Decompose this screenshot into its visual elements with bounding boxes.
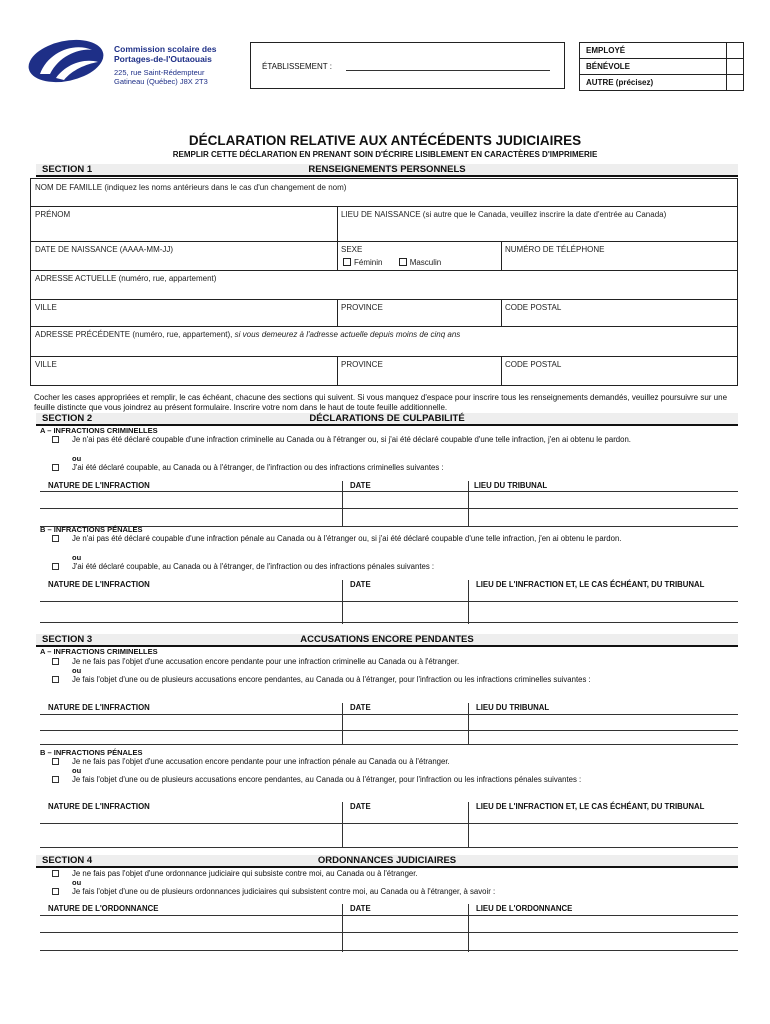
- status-options: [579, 42, 744, 91]
- s4-col-place: LIEU DE L'ORDONNANCE: [476, 904, 573, 913]
- s3-penal-or: ou: [72, 766, 82, 775]
- previous-province-field[interactable]: [337, 356, 501, 374]
- s2-criminal-option1-checkbox[interactable]: [52, 436, 59, 443]
- document-subtitle: REMPLIR CETTE DÉCLARATION EN PRENANT SOIN D'ÉCRIRE LISIBLEMENT EN CARACTÈRES D'IMPRIMERIE: [172, 150, 598, 159]
- previous-address-note: si vous demeurez à l'adresse actuelle depuis moins de cinq ans: [234, 330, 461, 339]
- table-row[interactable]: [40, 744, 738, 745]
- s2-penal-option2-text: J'ai été déclaré coupable, au Canada ou à l'étranger, de l'infraction ou des infractions pénales suivantes :: [72, 562, 435, 571]
- s4-orders-table: [40, 904, 738, 952]
- previous-city-field[interactable]: [31, 356, 337, 374]
- table-row[interactable]: [40, 847, 738, 848]
- sex-label: SEXE: [341, 245, 363, 254]
- status-employee-checkbox[interactable]: [727, 43, 744, 59]
- s2-criminal-heading: A – INFRACTIONS CRIMINELLES: [40, 426, 158, 435]
- s4-col-nature: NATURE DE L'ORDONNANCE: [48, 904, 159, 913]
- previous-postal-code-field[interactable]: [501, 356, 737, 374]
- city-label: VILLE: [35, 303, 57, 312]
- s3-penal-option1-checkbox[interactable]: [52, 758, 59, 765]
- s2-criminal-option1-text: Je n'ai pas été déclaré coupable d'une infraction criminelle au Canada ou à l'étranger ou, si j'ai été déclaré coupable d'une telle infraction, j'en ai obtenu le pardon.: [72, 435, 631, 444]
- s3a-col-nature: NATURE DE L'INFRACTION: [48, 703, 150, 712]
- phone-field[interactable]: [501, 241, 737, 259]
- table-row[interactable]: [40, 932, 738, 933]
- org-name-line1: Commission scolaire des: [114, 44, 217, 54]
- section3-number: SECTION 3: [42, 634, 93, 645]
- address-line2: Gatineau (Québec) J8X 2T3: [114, 77, 208, 86]
- section2-number: SECTION 2: [42, 413, 93, 424]
- establishment-label: ÉTABLISSEMENT :: [262, 62, 332, 71]
- s4-col-date: DATE: [350, 904, 371, 913]
- s2-penal-option1-text: Je n'ai pas été déclaré coupable d'une infraction pénale au Canada ou à l'étranger ou, si j'ai été déclaré coupable d'une telle infraction, j'en ai obtenu le pardon.: [72, 534, 622, 543]
- s2-penal-option1-checkbox[interactable]: [52, 535, 59, 542]
- s2-criminal-or: ou: [72, 454, 82, 463]
- s2a-col-date: DATE: [350, 481, 371, 490]
- s3-criminal-option1-checkbox[interactable]: [52, 658, 59, 665]
- s3-criminal-option1-text: Je ne fais pas l'objet d'une accusation encore pendante pour une infraction criminelle au Canada ou à l'étranger.: [72, 657, 460, 666]
- organization-address: [114, 68, 208, 86]
- s2-criminal-option2-checkbox[interactable]: [52, 464, 59, 471]
- s3a-col-court: LIEU DU TRIBUNAL: [476, 703, 550, 712]
- s3-criminal-heading: A – INFRACTIONS CRIMINELLES: [40, 647, 158, 656]
- postal-code-label: CODE POSTAL: [505, 303, 562, 312]
- s3-penal-option2-checkbox[interactable]: [52, 776, 59, 783]
- province-label: PROVINCE: [341, 303, 383, 312]
- s4-option2-text: Je fais l'objet d'une ou de plusieurs ordonnances judiciaires qui subsistent contre moi, au Canada ou à l'étranger, à savoir :: [72, 887, 496, 896]
- city-field[interactable]: [31, 299, 337, 317]
- s2-criminal-table: [40, 481, 738, 527]
- s3-criminal-option2-text: Je fais l'objet d'une ou de plusieurs accusations encore pendantes, au Canada ou à l'étranger, pour l'infraction ou les infractions criminelles suivantes :: [72, 675, 591, 684]
- s4-option1-checkbox[interactable]: [52, 870, 59, 877]
- first-name-label: PRÉNOM: [35, 210, 71, 219]
- status-other-checkbox[interactable]: [727, 75, 744, 91]
- s2a-col-nature: NATURE DE L'INFRACTION: [48, 481, 150, 490]
- document-title: DÉCLARATION RELATIVE AUX ANTÉCÉDENTS JUDICIAIRES: [188, 133, 582, 148]
- status-other-label: AUTRE (précisez): [580, 75, 727, 91]
- birthplace-field[interactable]: [337, 206, 737, 224]
- s4-or: ou: [72, 878, 82, 887]
- province-field[interactable]: [337, 299, 501, 317]
- section2-header: [36, 413, 738, 426]
- status-employee-label: EMPLOYÉ: [580, 43, 727, 59]
- s4-option1-text: Je ne fais pas l'objet d'une ordonnance judiciaire qui subsiste contre moi, au Canada ou à l'étranger.: [72, 869, 418, 878]
- s3-criminal-or: ou: [72, 666, 82, 675]
- section4-title: ORDONNANCES JUDICIAIRES: [317, 855, 457, 866]
- s3b-col-place: LIEU DE L'INFRACTION ET, LE CAS ÉCHÉANT, DU TRIBUNAL: [476, 802, 705, 811]
- table-row[interactable]: [40, 508, 738, 509]
- section1-header: [36, 164, 738, 177]
- s2-penal-option2-checkbox[interactable]: [52, 563, 59, 570]
- s3a-col-date: DATE: [350, 703, 371, 712]
- birthdate-label: DATE DE NAISSANCE (AAAA-MM-JJ): [35, 245, 174, 254]
- section4-header: [36, 855, 738, 868]
- birthdate-field[interactable]: [31, 241, 337, 259]
- current-address-label: ADRESSE ACTUELLE (numéro, rue, appartement): [35, 274, 217, 283]
- previous-address-label: ADRESSE PRÉCÉDENTE (numéro, rue, appartement),: [35, 330, 233, 339]
- current-address-field[interactable]: [31, 270, 737, 288]
- s3-penal-option2-text: Je fais l'objet d'une ou de plusieurs accusations encore pendantes, au Canada ou à l'étranger, pour l'infraction ou les infractions pénales suivantes :: [72, 775, 582, 784]
- s2b-col-place: LIEU DE L'INFRACTION ET, LE CAS ÉCHÉANT, DU TRIBUNAL: [476, 580, 705, 589]
- male-label: Masculin: [409, 258, 442, 267]
- s2-criminal-option2-text: J'ai été déclaré coupable, au Canada ou à l'étranger, de l'infraction ou des infractions criminelles suivantes :: [72, 463, 444, 472]
- status-volunteer-checkbox[interactable]: [727, 59, 744, 75]
- section2-title: DÉCLARATIONS DE CULPABILITÉ: [309, 413, 465, 424]
- first-name-field[interactable]: [31, 206, 337, 224]
- male-checkbox[interactable]: [399, 258, 407, 266]
- address-line1: 225, rue Saint-Rédempteur: [114, 68, 205, 77]
- table-row[interactable]: [40, 526, 738, 527]
- female-label: Féminin: [354, 258, 383, 267]
- instructions-text: Cocher les cases appropriées et remplir, le cas échéant, chacune des sections qui suivent. Si vous manquez d'espace pour inscrire tous les renseignements demandés, veuillez poursuivre sur une feuille distincte que vous joindrez au présent formulaire. Inscrire votre nom dans le haut de toute feuille additionnelle.: [34, 393, 728, 412]
- personal-info-grid: [30, 178, 738, 386]
- female-checkbox[interactable]: [343, 258, 351, 266]
- s2-penal-heading: B – INFRACTIONS PÉNALES: [40, 525, 143, 534]
- s3-penal-option1-text: Je ne fais pas l'objet d'une accusation encore pendante pour une infraction pénale au Canada ou à l'étranger.: [72, 757, 450, 766]
- s3-penal-table: [40, 802, 738, 848]
- section4-number: SECTION 4: [42, 855, 93, 866]
- s2b-col-nature: NATURE DE L'INFRACTION: [48, 580, 150, 589]
- postal-code-field[interactable]: [501, 299, 737, 317]
- organization-name: [114, 44, 217, 64]
- last-name-label: NOM DE FAMILLE (indiquez les noms antérieurs dans le cas d'un changement de nom): [35, 183, 347, 192]
- s2-penal-table: [40, 580, 738, 624]
- s2a-col-court: LIEU DU TRIBUNAL: [474, 481, 548, 490]
- phone-label: NUMÉRO DE TÉLÉPHONE: [505, 245, 605, 254]
- status-volunteer-label: BÉNÉVOLE: [580, 59, 727, 75]
- previous-address-field[interactable]: [31, 326, 737, 344]
- s3b-col-nature: NATURE DE L'INFRACTION: [48, 802, 150, 811]
- last-name-field[interactable]: [31, 179, 737, 197]
- birthplace-label: LIEU DE NAISSANCE (si autre que le Canada, veuillez inscrire la date d'entrée au Canada): [341, 210, 667, 219]
- section3-header: [36, 634, 738, 647]
- previous-postal-code-label: CODE POSTAL: [505, 360, 562, 369]
- section3-title: ACCUSATIONS ENCORE PENDANTES: [300, 634, 474, 645]
- table-row[interactable]: [40, 950, 738, 951]
- s4-option2-checkbox[interactable]: [52, 888, 59, 895]
- previous-province-label: PROVINCE: [341, 360, 383, 369]
- s3-criminal-option2-checkbox[interactable]: [52, 676, 59, 683]
- s2b-col-date: DATE: [350, 580, 371, 589]
- s2-penal-or: ou: [72, 553, 82, 562]
- section1-number: SECTION 1: [42, 164, 93, 175]
- table-row[interactable]: [40, 622, 738, 623]
- table-row[interactable]: [40, 730, 738, 731]
- previous-city-label: VILLE: [35, 360, 57, 369]
- sex-field: [337, 241, 501, 272]
- s3-criminal-table: [40, 703, 738, 745]
- organization-logo: [26, 34, 106, 89]
- s3-penal-heading: B – INFRACTIONS PÉNALES: [40, 748, 143, 757]
- org-name-line2: Portages-de-l'Outaouais: [114, 54, 212, 64]
- s3b-col-date: DATE: [350, 802, 371, 811]
- section1-title: RENSEIGNEMENTS PERSONNELS: [308, 164, 466, 175]
- establishment-field[interactable]: [346, 70, 550, 71]
